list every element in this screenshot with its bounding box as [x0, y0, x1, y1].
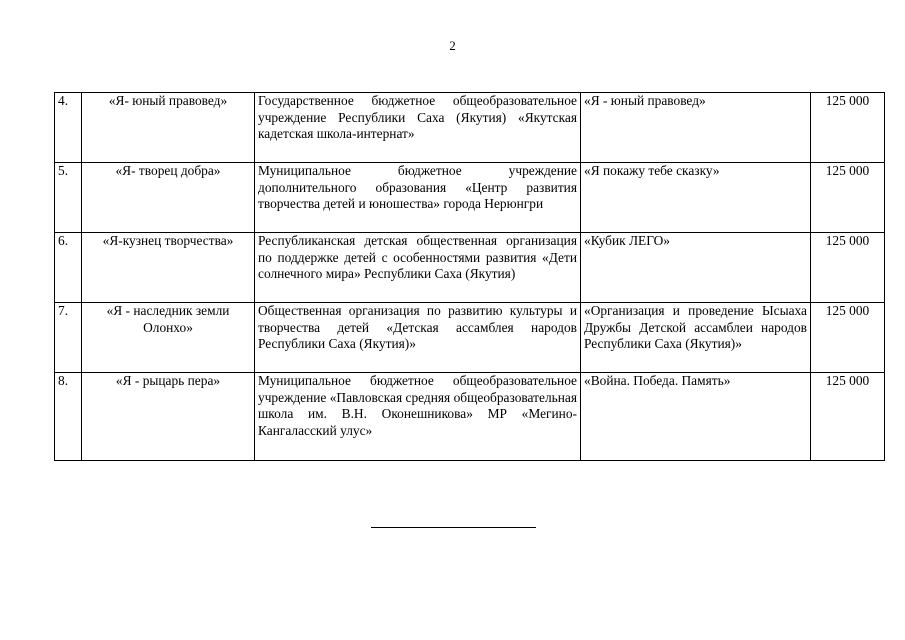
table-row [55, 373, 885, 461]
organization-cell: Муниципальное бюджетное общеобразовательное учреждение «Павловская средняя общеобразовательная школа им. В.Н. Оконешникова» МР «Мегино-Кангаласский улус» [255, 373, 581, 461]
row-number: 6. [55, 233, 82, 303]
row-number: 5. [55, 163, 82, 233]
page-number: 2 [449, 38, 456, 53]
nomination-cell: «Я-кузнец творчества» [82, 233, 255, 303]
organization-cell: Муниципальное бюджетное учреждение дополнительного образования «Центр развития творчества детей и юношества» города Нерюнгри [255, 163, 581, 233]
organization-cell: Общественная организация по развитию культуры и творчества детей «Детская ассамблея народов Республики Саха (Якутия)» [255, 303, 581, 373]
amount-cell: 125 000 [811, 373, 885, 461]
amount-cell: 125 000 [811, 163, 885, 233]
grant-table [54, 92, 885, 461]
nomination-cell: «Я- творец добра» [82, 163, 255, 233]
table-row [55, 233, 885, 303]
table-row [55, 303, 885, 373]
nomination-cell: «Я - наследник земли Олонхо» [82, 303, 255, 373]
nomination-cell: «Я- юный правовед» [82, 93, 255, 163]
organization-cell: Государственное бюджетное общеобразовательное учреждение Республики Саха (Якутия) «Якутская кадетская школа-интернат» [255, 93, 581, 163]
amount-cell: 125 000 [811, 233, 885, 303]
project-cell: «Кубик ЛЕГО» [581, 233, 811, 303]
project-cell: «Война. Победа. Память» [581, 373, 811, 461]
row-number: 8. [55, 373, 82, 461]
nomination-cell: «Я - рыцарь пера» [82, 373, 255, 461]
project-cell: «Я - юный правовед» [581, 93, 811, 163]
amount-cell: 125 000 [811, 303, 885, 373]
organization-cell: Республиканская детская общественная организация по поддержке детей с особенностями развития «Дети солнечного мира» Республики Саха (Якутия) [255, 233, 581, 303]
row-number: 4. [55, 93, 82, 163]
amount-cell: 125 000 [811, 93, 885, 163]
table-row [55, 93, 885, 163]
table-row [55, 163, 885, 233]
project-cell: «Организация и проведение Ысыаха Дружбы Детской ассамблеи народов Республики Саха (Якутия)» [581, 303, 811, 373]
project-cell: «Я покажу тебе сказку» [581, 163, 811, 233]
footer-divider [371, 527, 536, 528]
row-number: 7. [55, 303, 82, 373]
